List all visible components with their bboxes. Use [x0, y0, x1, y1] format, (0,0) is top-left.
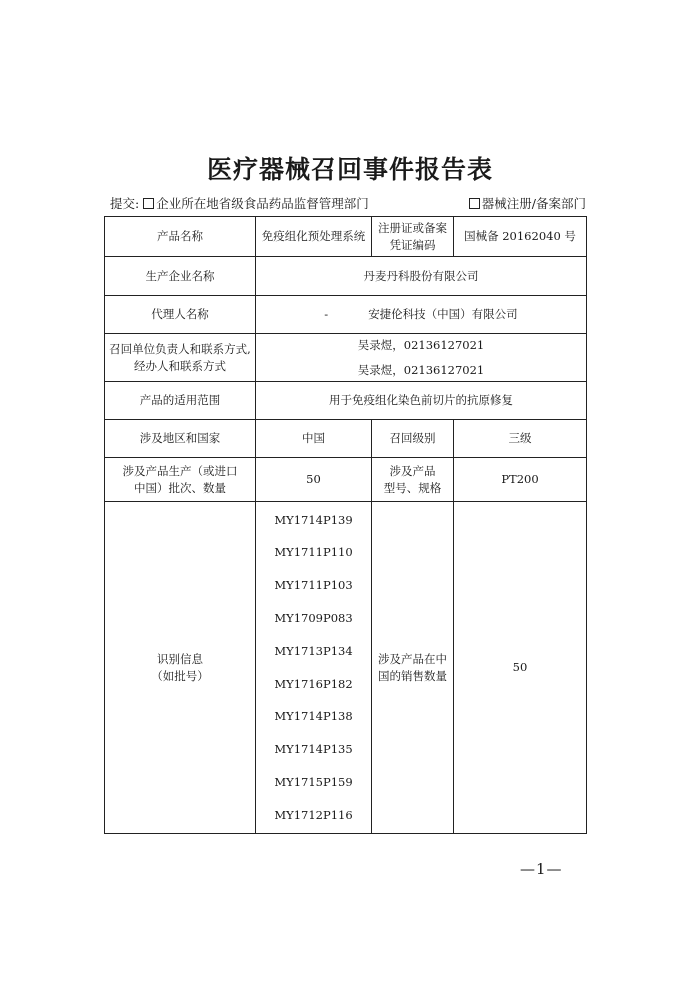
agent-label: 代理人名称	[105, 296, 256, 334]
agent-dash: -	[324, 307, 329, 322]
reg-no-label-line2: 凭证编码	[389, 237, 436, 252]
reg-no-label-line1: 注册证或备案	[378, 220, 447, 235]
reg-no-value: 国械备 20162040 号	[454, 217, 587, 257]
manufacturer-value: 丹麦丹科股份有限公司	[256, 257, 587, 296]
batch-number-cell	[256, 502, 372, 834]
model-label	[372, 458, 454, 502]
product-name-value: 免疫组化预处理系统	[256, 217, 372, 257]
scope-value: 用于免疫组化染色前切片的抗原修复	[256, 382, 587, 420]
manufacturer-label: 生产企业名称	[105, 257, 256, 296]
sales-quantity-value: 50	[454, 502, 587, 834]
list-item: MY1713P134	[274, 643, 353, 658]
model-value: PT200	[454, 458, 587, 502]
identification-label-line2: （如批号）	[151, 668, 209, 683]
submit-option-registration: 器械注册/备案部门	[481, 196, 586, 211]
submit-left	[110, 194, 369, 212]
table-row	[105, 296, 587, 334]
submit-line	[110, 194, 586, 212]
list-item: MY1715P159	[274, 775, 353, 789]
list-item: MY1716P182	[274, 676, 353, 691]
agent-value: 安捷伦科技（中国）有限公司	[368, 307, 518, 322]
table-row	[105, 458, 587, 502]
contact-label-line1: 召回单位负责人和联系方式,	[109, 341, 251, 356]
recall-level-label: 召回级别	[372, 420, 454, 458]
table-row	[105, 382, 587, 420]
page-number: —1—	[520, 860, 563, 878]
contact-value	[256, 334, 587, 382]
contact-value-line2: 吴录煜，02136127021	[357, 362, 485, 377]
checkbox-icon	[143, 198, 154, 209]
list-item: MY1714P135	[274, 742, 353, 757]
document-title: 医疗器械召回事件报告表	[206, 155, 493, 184]
list-item: MY1714P139	[274, 512, 353, 527]
contact-value-line1: 吴录煜，02136127021	[357, 337, 485, 352]
contact-label	[105, 334, 256, 382]
identification-label-line1: 识别信息	[157, 651, 203, 666]
batch-quantity-value: 50	[256, 458, 372, 502]
table-row	[105, 217, 587, 257]
sales-quantity-label	[372, 502, 454, 834]
table-row	[105, 420, 587, 458]
batch-quantity-label-line2: 中国）批次、数量	[134, 480, 226, 495]
product-name-label: 产品名称	[105, 217, 256, 257]
checkbox-icon	[469, 198, 480, 209]
submit-prefix: 提交:	[110, 196, 140, 211]
batch-number-list	[256, 508, 371, 828]
recall-level-value: 三级	[454, 420, 587, 458]
batch-quantity-label	[105, 458, 256, 502]
table-row	[105, 257, 587, 296]
list-item: MY1711P103	[274, 578, 353, 593]
contact-label-line2: 经办人和联系方式	[134, 358, 226, 373]
region-label: 涉及地区和国家	[105, 420, 256, 458]
list-item: MY1711P110	[274, 545, 353, 560]
list-item: MY1709P083	[274, 610, 353, 625]
table-row	[105, 334, 587, 382]
sales-quantity-label-line1: 涉及产品在中	[378, 651, 447, 666]
model-label-line2: 型号、规格	[383, 480, 442, 495]
sales-quantity-label-line2: 国的销售数量	[378, 668, 447, 683]
recall-report-table	[104, 216, 587, 834]
submit-option-provincial: 企业所在地省级食品药品监督管理部门	[156, 196, 369, 211]
batch-quantity-label-line1: 涉及产品生产（或进口	[122, 463, 238, 478]
reg-no-label	[372, 217, 454, 257]
submit-right	[469, 194, 586, 212]
table-row	[105, 502, 587, 834]
list-item: MY1712P116	[274, 807, 353, 822]
identification-label	[105, 502, 256, 834]
region-value: 中国	[256, 420, 372, 458]
model-label-line1: 涉及产品	[389, 463, 436, 478]
list-item: MY1714P138	[274, 709, 353, 724]
agent-cell	[256, 296, 587, 334]
scope-label: 产品的适用范围	[105, 382, 256, 420]
